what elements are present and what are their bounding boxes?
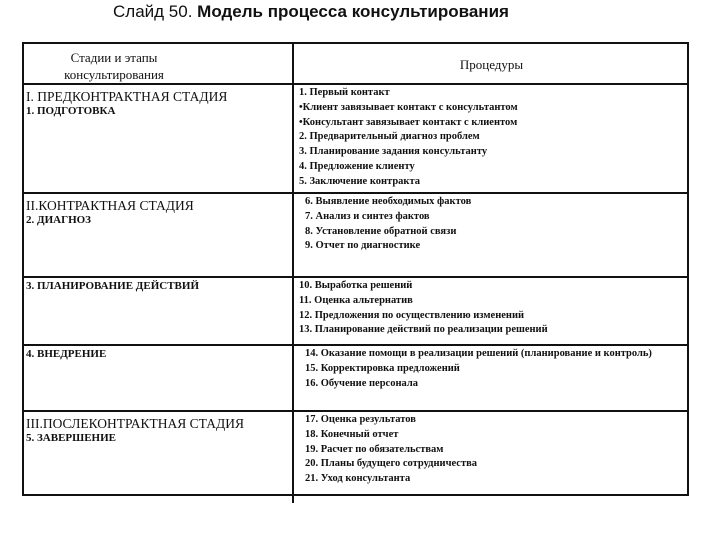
procedure-item: •Консультант завязывает контакт с клиентом <box>299 116 518 128</box>
procedure-item: 15. Корректировка предложений <box>305 362 460 374</box>
row-divider <box>24 192 687 194</box>
stage-cell <box>26 347 286 362</box>
step-title: 1. ПОДГОТОВКА <box>26 105 116 117</box>
row-divider <box>24 410 687 412</box>
stage-title: III.ПОСЛЕКОНТРАКТНАЯ СТАДИЯ <box>26 416 244 431</box>
row-divider <box>24 83 687 85</box>
procedure-item: 18. Конечный отчет <box>305 428 399 440</box>
row-divider <box>24 276 687 278</box>
header-stages: Стадии и этапы консультирования <box>64 50 164 82</box>
procedure-item: 11. Оценка альтернатив <box>299 294 413 306</box>
procedure-item: 9. Отчет по диагностике <box>305 240 421 252</box>
procedures-cell <box>299 279 684 338</box>
procedure-item: 19. Расчет по обязательствам <box>305 443 444 455</box>
step-title: 3. ПЛАНИРОВАНИЕ ДЕЙСТВИЙ <box>26 280 199 292</box>
stage-cell <box>26 279 286 294</box>
procedures-cell <box>305 195 684 254</box>
stage-title: I. ПРЕДКОНТРАКТНАЯ СТАДИЯ <box>26 89 228 104</box>
procedure-item: 21. Уход консультанта <box>305 473 411 485</box>
procedure-item: 2. Предварительный диагноз проблем <box>299 131 480 143</box>
stage-title: II.КОНТРАКТНАЯ СТАДИЯ <box>26 198 194 213</box>
procedure-item: 17. Оценка результатов <box>305 414 416 425</box>
header-procedures: Процедуры <box>459 57 524 72</box>
slide-title <box>113 2 509 22</box>
procedure-item: 6. Выявление необходимых фактов <box>305 196 472 207</box>
step-title: 4. ВНЕДРЕНИЕ <box>26 348 107 360</box>
procedure-item: 16. Обучение персонала <box>305 377 418 389</box>
procedure-item: 13. Планирование действий по реализации решений <box>299 324 548 336</box>
procedure-item: 8. Установление обратной связи <box>305 225 457 237</box>
procedure-item: 3. Планирование задания консультанту <box>299 146 488 158</box>
step-title: 2. ДИАГНОЗ <box>26 214 91 226</box>
procedure-item: 10. Выработка решений <box>299 280 413 291</box>
stage-cell <box>26 416 286 446</box>
procedure-item: 12. Предложения по осуществлению изменений <box>299 309 525 321</box>
procedure-item: 1. Первый контакт <box>299 87 390 98</box>
procedure-item: 20. Планы будущего сотрудничества <box>305 458 478 470</box>
stage-cell <box>26 198 286 228</box>
procedure-item: 4. Предложение клиенту <box>299 160 415 172</box>
row-divider <box>24 344 687 346</box>
procedure-item: 5. Заключение контракта <box>299 175 420 187</box>
column-divider <box>292 44 294 503</box>
slide-number: Слайд 50. <box>113 2 193 21</box>
procedure-item: •Клиент завязывает контакт с консультантом <box>299 101 518 113</box>
procedures-cell <box>305 413 684 487</box>
stage-cell <box>26 89 286 119</box>
step-title: 5. ЗАВЕРШЕНИЕ <box>26 432 117 444</box>
procedures-cell <box>305 347 684 391</box>
slide-heading: Модель процесса консультирования <box>197 2 509 21</box>
procedures-cell <box>299 86 684 190</box>
procedure-item: 14. Оказание помощи в реализации решений (планирование и контроль) <box>305 348 652 359</box>
procedure-item: 7. Анализ и синтез фактов <box>305 210 430 222</box>
